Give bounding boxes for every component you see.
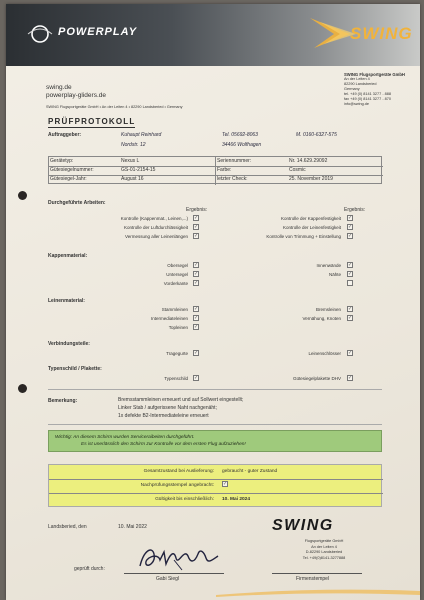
service-notice bbox=[48, 430, 382, 452]
company-stamp-label: Firmenstempel bbox=[296, 576, 330, 582]
punch-hole-top bbox=[18, 191, 27, 200]
stamp-city: D-82290 Landsberied bbox=[305, 550, 343, 554]
remark-line: 1x defekte B2-Intermediateleine erneuert bbox=[118, 413, 209, 419]
work-item: Kontrolle der Leinenfestigkeit bbox=[282, 225, 341, 230]
check-box[interactable]: ✓ bbox=[223, 481, 228, 487]
powerplay-logo-icon bbox=[26, 24, 54, 44]
color-value: Cosmic bbox=[289, 167, 306, 173]
result-label-left: Ergebnis: bbox=[186, 207, 208, 213]
company-email[interactable]: info@swing.de bbox=[344, 102, 369, 106]
powerplay-brand: POWERPLAY bbox=[58, 26, 138, 38]
table-divider bbox=[215, 157, 216, 185]
work-item: Kontrolle der Kappenfestigkeit bbox=[280, 216, 341, 221]
state-value: gebraucht - guter Zustand bbox=[222, 469, 278, 474]
stamp-street: An der Leiten 4 bbox=[311, 544, 337, 549]
canopy-item: Innenwände bbox=[316, 263, 341, 268]
company-street: An der Leiten 4 bbox=[344, 77, 370, 81]
canopy-item: Nähte bbox=[328, 272, 341, 277]
signature-icon bbox=[134, 540, 224, 574]
notice-line-2: Es ist unerlässlich den Schirm zur Kontrolle vor dem ersten Flug aufzuziehen! bbox=[81, 442, 246, 447]
protocol-sheet bbox=[6, 4, 420, 600]
page-title: PRÜFPROTOKOLL bbox=[48, 117, 136, 126]
placard-item: Typenschild bbox=[164, 376, 188, 381]
swing-brand: SWING bbox=[350, 24, 413, 43]
stamp-applied-label: Nachprüfungsstempel angebracht: bbox=[140, 483, 214, 488]
check-box[interactable]: ✓ bbox=[194, 224, 199, 230]
check-box[interactable]: ✓ bbox=[194, 306, 199, 312]
canopy-section-title: Kappenmaterial: bbox=[48, 253, 88, 259]
website-swing[interactable]: swing.de bbox=[46, 84, 72, 91]
place-date-label: Landsberied, den bbox=[48, 524, 87, 530]
check-box[interactable]: ✓ bbox=[194, 271, 199, 277]
client-mobile: M. 0160-6327-575 bbox=[296, 132, 337, 138]
seal-year-label: Gütesiegel-Jahr: bbox=[50, 176, 87, 182]
work-item: Vermessung aller Leinenlängen bbox=[124, 234, 188, 239]
remarks-label: Bemerkung: bbox=[48, 398, 78, 404]
result-label-right: Ergebnis: bbox=[344, 207, 366, 213]
canopy-item: Vorderkante bbox=[163, 281, 188, 286]
check-box[interactable]: ✓ bbox=[194, 315, 199, 321]
company-name: SWING Flugsportgeräte GmbH bbox=[344, 72, 405, 77]
canopy-item: Untersegel bbox=[166, 272, 188, 277]
remark-line: Linker Stab / aufgerissene Naht nachgenäht; bbox=[118, 405, 217, 411]
footer-stripe-icon bbox=[216, 589, 420, 597]
punch-hole-bottom bbox=[18, 384, 27, 393]
client-tel: Tel. 05692-8063 bbox=[222, 132, 258, 138]
client-name: Kuhaupt Reinhard bbox=[121, 132, 162, 138]
check-box[interactable]: ✓ bbox=[194, 324, 199, 330]
lines-item: Stammleinen bbox=[161, 307, 188, 312]
lines-item: Vernähung, Knoten bbox=[302, 316, 341, 321]
seal-year-value: August 16 bbox=[121, 176, 144, 182]
lines-item: Topleinen bbox=[168, 325, 188, 330]
client-city: 34466 Wolfhagen bbox=[222, 142, 262, 148]
client-label: Auftraggeber: bbox=[48, 132, 82, 138]
check-box[interactable] bbox=[347, 280, 353, 286]
remark-line: Bremsstammleinen erneuert und auf Sollwert eingestellt; bbox=[118, 397, 244, 403]
table-divider bbox=[49, 479, 383, 480]
sender-address: SWING Flugsportgeräte GmbH • An der Leiten 4 • 82290 Landsberied • Germany bbox=[46, 105, 183, 109]
work-item: Kontrolle von Trimmung + Einstellung bbox=[266, 234, 341, 239]
section-divider bbox=[48, 424, 382, 425]
state-label: Gesamtzustand bei Auslieferung: bbox=[143, 469, 214, 474]
signature-line bbox=[124, 573, 224, 574]
work-section-title: Durchgeführte Arbeiten: bbox=[48, 200, 106, 206]
stamp-tel: Tel. +49(0)8141-3277888 bbox=[302, 555, 346, 560]
notice-line-1: Wichtig: An diesem Schirm wurden Serviceraibeiten durchgeführt. bbox=[55, 435, 195, 440]
check-box[interactable]: ✓ bbox=[348, 375, 353, 381]
table-divider bbox=[49, 166, 383, 167]
work-item: Kontrolle (Kappenmat., Leinen,...) bbox=[120, 216, 188, 221]
company-city: 82290 Landsberied bbox=[344, 82, 377, 86]
check-box[interactable]: ✓ bbox=[348, 306, 353, 312]
section-divider bbox=[48, 389, 382, 390]
last-check-label: letzter Check: bbox=[217, 176, 248, 182]
check-box[interactable]: ✓ bbox=[348, 271, 353, 277]
canopy-item: Obersegel bbox=[167, 263, 188, 268]
company-tel: tel. +49 (0) 8141 3277 - 888 bbox=[344, 92, 391, 96]
check-box[interactable]: ✓ bbox=[348, 215, 353, 221]
connectors-section-title: Verbindungsteile: bbox=[48, 341, 90, 347]
device-type-label: Gerätetyp: bbox=[50, 158, 74, 164]
check-box[interactable]: ✓ bbox=[348, 233, 353, 239]
color-label: Farbe: bbox=[217, 167, 232, 173]
check-box[interactable]: ✓ bbox=[194, 233, 199, 239]
connectors-item: Leinenschlösser bbox=[308, 351, 341, 356]
stamp-address bbox=[284, 539, 364, 561]
company-fax: fax +49 (0) 8141 3277 - 870 bbox=[344, 97, 391, 101]
check-box[interactable]: ✓ bbox=[348, 224, 353, 230]
signer-name: Gabi Siegl bbox=[156, 576, 180, 582]
check-box[interactable]: ✓ bbox=[348, 262, 353, 268]
valid-until-label: Gültigkeit bis einschließlich: bbox=[155, 497, 214, 502]
table-divider bbox=[49, 493, 383, 494]
client-street: Nordstr. 12 bbox=[121, 142, 146, 148]
check-box[interactable]: ✓ bbox=[194, 262, 199, 268]
serial-label: Seriennummer: bbox=[217, 158, 252, 164]
company-block bbox=[344, 72, 405, 107]
check-box[interactable]: ✓ bbox=[194, 350, 199, 356]
websites bbox=[46, 84, 183, 111]
check-box[interactable]: ✓ bbox=[194, 375, 199, 381]
stamp-brand: SWING bbox=[272, 517, 334, 534]
lines-section-title: Leinenmaterial: bbox=[48, 298, 85, 304]
device-type-value: Nexus L bbox=[121, 158, 140, 164]
last-check-value: 25. November 2019 bbox=[289, 176, 333, 182]
website-powerplay[interactable]: powerplay-gliders.de bbox=[46, 92, 106, 99]
seal-number-value: GS-01-2154-15 bbox=[121, 167, 156, 173]
check-box[interactable]: ✓ bbox=[348, 350, 353, 356]
connectors-item: Tragegurte bbox=[166, 351, 188, 356]
lines-item: Intermediateleinen bbox=[150, 316, 188, 321]
seal-number-label: Gütesiegelnummer: bbox=[50, 167, 94, 173]
check-box[interactable]: ✓ bbox=[194, 215, 199, 221]
stamp-line bbox=[272, 573, 362, 574]
stamp-company: Flugsportgeräte GmbH bbox=[304, 539, 344, 543]
company-country: Germany bbox=[344, 87, 360, 91]
work-item: Kontrolle der Luftdurchlässigkeit bbox=[123, 225, 188, 230]
placard-item: Gütesiegelplakette DHV bbox=[292, 376, 341, 381]
check-box[interactable]: ✓ bbox=[194, 280, 199, 286]
date-value: 10. Mai 2022 bbox=[118, 524, 147, 530]
lines-item: Bremsleinen bbox=[315, 307, 341, 312]
valid-until-value: 10. Mai 2024 bbox=[222, 497, 251, 502]
check-box[interactable]: ✓ bbox=[348, 315, 353, 321]
serial-value: Nr. 14.629.29092 bbox=[289, 158, 328, 164]
placard-section-title: Typenschild / Plakette: bbox=[48, 366, 102, 372]
checked-by-label: geprüft durch: bbox=[74, 566, 105, 572]
